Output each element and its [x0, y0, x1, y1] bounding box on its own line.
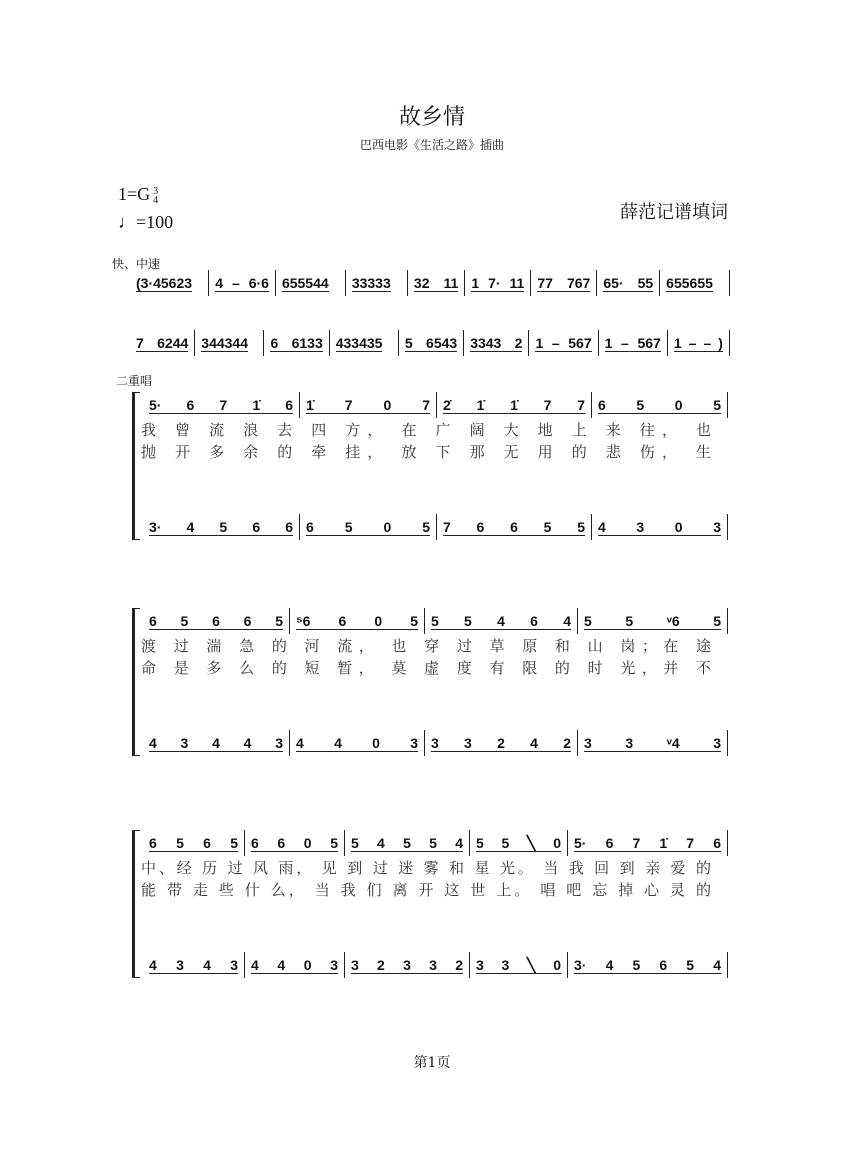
lyrics-verse-2: 能 带 走 些 什 么， 当 我 们 离 开 这 世 上。 唱 吧 忘 掉 心 灵 的: [141, 881, 711, 899]
duet-label: 二重唱: [116, 374, 153, 388]
intro-line-1: [130, 270, 730, 296]
notes: 3· 4 5 6 5 4: [574, 957, 721, 973]
measure: [425, 730, 578, 756]
measure: [568, 952, 728, 978]
measure: [408, 270, 465, 296]
system-bracket: [132, 392, 140, 540]
measure: [599, 330, 668, 356]
notes: (3·45623: [136, 275, 193, 291]
page-number: 第1页: [413, 1055, 451, 1071]
notes: 5· 6 7 1̇ 7 6: [574, 835, 721, 851]
notes: 5 5 ╲ 0: [476, 835, 561, 851]
lyrics-verse-1: 渡 过 湍 急 的 河 流， 也 穿 过 草 原 和 山 岗；在 途: [141, 637, 711, 655]
upper-voice: [143, 608, 728, 634]
measure: [300, 392, 437, 418]
notes: 3 3 ᵛ4 3: [584, 735, 721, 751]
intro-line-2: [130, 330, 730, 356]
notes: 5 6543: [404, 335, 458, 351]
key: 1=G: [118, 184, 151, 204]
notes: 4 4 0 3: [296, 735, 418, 751]
measure: [209, 270, 276, 296]
credit: 薛范记谱填词: [620, 202, 728, 223]
notes: 6 6133: [270, 335, 323, 351]
song-subtitle: 巴西电影《生活之路》插曲: [359, 138, 504, 152]
measure: [437, 392, 592, 418]
measure: [345, 952, 470, 978]
measure: [597, 270, 660, 296]
lower-voice: [143, 514, 728, 540]
measure: [130, 330, 195, 356]
notes: 1 – 567: [535, 335, 592, 351]
notes: 6 5 6 6 5: [149, 613, 283, 629]
notes: 433435: [335, 335, 383, 351]
measure: [470, 952, 568, 978]
measure: [578, 608, 728, 634]
measure: [470, 830, 568, 856]
measure: [529, 330, 598, 356]
measure: [345, 830, 470, 856]
notes: 655655: [666, 275, 713, 291]
notes: 1 – – ): [673, 335, 723, 351]
notes: 5· 6 7 1̇ 6: [149, 397, 293, 413]
notes: 6 6 0 5: [251, 835, 338, 851]
measure: [143, 830, 245, 856]
notes: 6 5 0 5: [598, 397, 721, 413]
song-title: 故乡情: [398, 105, 465, 130]
measure: [143, 392, 300, 418]
system-bracket: [132, 830, 140, 978]
measure: [425, 608, 578, 634]
notes: 3343 2: [470, 335, 523, 351]
measure: [568, 830, 728, 856]
key-signature: [118, 184, 158, 205]
notes: 32 11: [413, 275, 459, 291]
measure: [346, 270, 408, 296]
time-bottom: 4: [153, 194, 159, 206]
measure: [300, 514, 437, 540]
notes: 1 7· 11: [471, 275, 525, 291]
measure: [143, 608, 290, 634]
lyrics-verse-1: 中、经 历 过 风 雨， 见 到 过 迷 雾 和 星 光。 当 我 回 到 亲 爱 的: [141, 859, 711, 877]
time-signature: [153, 187, 158, 205]
measure: [592, 514, 728, 540]
notes: 1̇ 7 0 7: [306, 397, 430, 413]
measure: [245, 830, 345, 856]
notes: 77 767: [537, 275, 591, 291]
notes: 3 3 2 4 2: [431, 735, 571, 751]
measure: [276, 270, 346, 296]
measure: [195, 330, 264, 356]
notes: 3 2 3 3 2: [351, 957, 463, 973]
lyrics-verse-2: 抛 开 多 余 的 牵 挂， 放 下 那 无 用 的 悲 伤， 生: [141, 443, 711, 461]
measure: [143, 730, 290, 756]
upper-voice: [143, 392, 728, 418]
notes: 5 5 ᵛ6 5: [584, 613, 721, 629]
lyrics-verse-2: 命 是 多 么 的 短 暂， 莫 虚 度 有 限 的 时 光，并 不: [141, 659, 711, 677]
system-bracket: [132, 608, 140, 756]
measure: [465, 270, 531, 296]
notes: 4 – 6·6: [215, 275, 269, 291]
notes: 6 5 0 5: [306, 519, 430, 535]
upper-voice: [143, 830, 728, 856]
measure: [437, 514, 592, 540]
measure: [399, 330, 464, 356]
notes: 4 3 4 3: [149, 957, 238, 973]
measure: [290, 730, 425, 756]
notes: 344344: [201, 335, 248, 351]
measure: [143, 952, 245, 978]
notes: 7 6 6 5 5: [443, 519, 585, 535]
tempo-mark: 快、中速: [112, 257, 161, 271]
notes: 33333: [351, 275, 391, 291]
lower-voice: [143, 730, 728, 756]
lyrics-verse-1: 我 曾 流 浪 去 四 方， 在 广 阔 大 地 上 来 往， 也: [141, 421, 711, 439]
measure: [264, 330, 329, 356]
time-top: 3: [153, 185, 159, 197]
tempo: ♩=100: [118, 212, 174, 232]
notes: 5 4 5 5 4: [351, 835, 463, 851]
measure: [290, 608, 425, 634]
notes: 2̇ 1̇ 1̇ 7 7: [443, 397, 585, 413]
notes: 655544: [281, 275, 329, 291]
notes: ⁵6 6 0 5: [296, 613, 418, 629]
notes: 3 3 ╲ 0: [476, 957, 561, 973]
measure: [660, 270, 730, 296]
measure: [668, 330, 730, 356]
measure: [330, 330, 399, 356]
measure: [130, 270, 209, 296]
lower-voice: [143, 952, 728, 978]
notes: 3· 4 5 6 6: [149, 519, 293, 535]
notes: 4 4 0 3: [251, 957, 338, 973]
notes: 4 3 0 3: [598, 519, 721, 535]
measure: [578, 730, 728, 756]
notes: 4 3 4 4 3: [149, 735, 283, 751]
notes: 5 5 4 6 4: [431, 613, 571, 629]
measure: [531, 270, 597, 296]
notes: 65· 55: [603, 275, 654, 291]
measure: [245, 952, 345, 978]
notes: 6 5 6 5: [149, 835, 238, 851]
measure: [592, 392, 728, 418]
notes: 7 6244: [136, 335, 189, 351]
notes: 1 – 567: [604, 335, 661, 351]
measure: [143, 514, 300, 540]
measure: [464, 330, 529, 356]
